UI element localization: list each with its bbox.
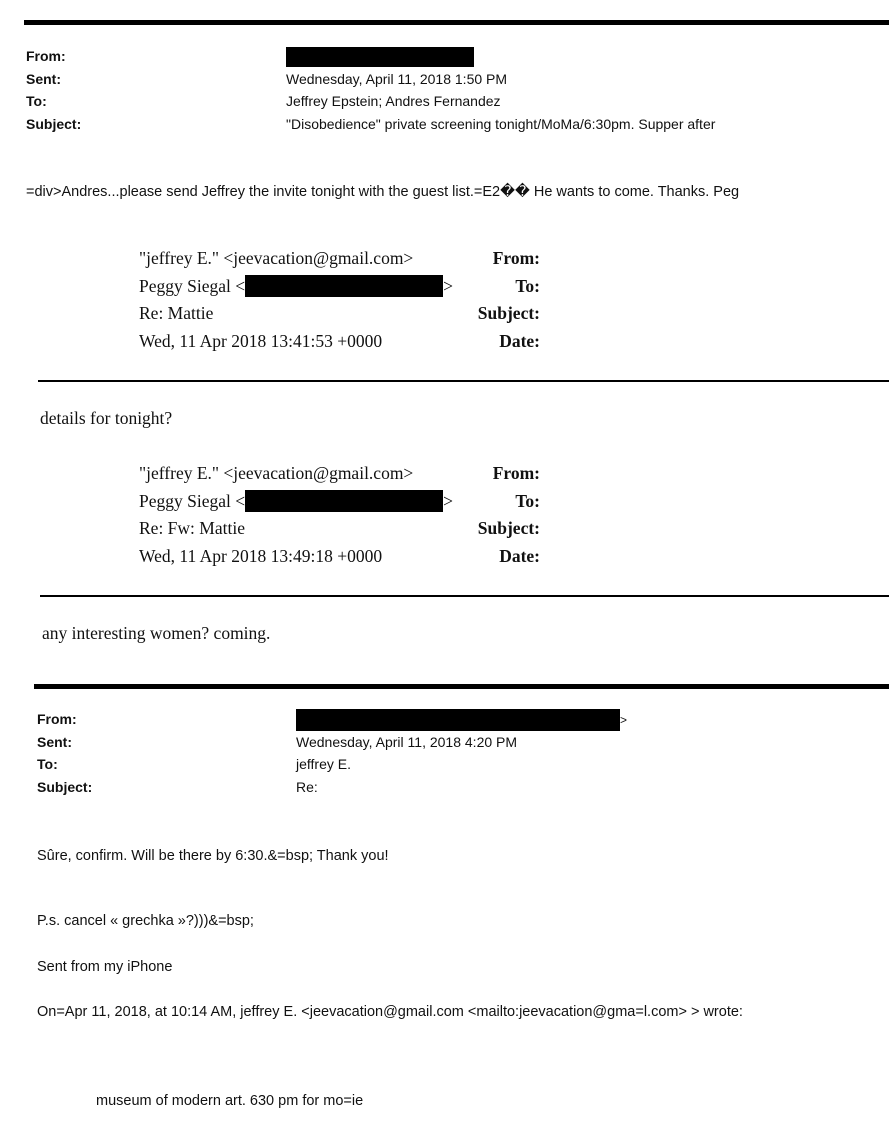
redaction <box>296 709 620 731</box>
email2-body-line: P.s. cancel « grechka »?)))&=bsp; <box>37 913 254 929</box>
to-label: To: <box>37 756 58 772</box>
subject-value: "Disobedience" private screening tonight/MoMa/6:30pm. Supper after <box>286 115 716 132</box>
subject-label: Subject: <box>477 518 540 538</box>
to-label: To: <box>515 275 540 296</box>
quote1-body: details for tonight? <box>40 408 173 428</box>
to-value <box>139 273 453 301</box>
email2-body-line: Sent from my iPhone <box>37 959 173 975</box>
quote2-body: any interesting women? coming. <box>42 623 271 643</box>
email1-to-row <box>26 90 886 113</box>
redaction <box>245 275 443 297</box>
to-suffix: > <box>443 490 453 511</box>
email1-from-row <box>26 45 886 68</box>
from-suffix: > <box>620 713 628 727</box>
date-label: Date: <box>499 330 540 351</box>
email2-subject-row <box>37 776 877 799</box>
email2-body-line: Sûre, confirm. Will be there by 6:30.&=bsp; Thank you! <box>37 848 389 864</box>
sent-label: Sent: <box>26 70 61 87</box>
top-rule <box>24 20 889 25</box>
email1-sent-row <box>26 68 886 91</box>
from-value: "jeffrey E." <jeevacation@gmail.com> <box>139 463 414 483</box>
from-label: From: <box>492 463 540 483</box>
sent-label: Sent: <box>37 733 72 750</box>
email1-subject-row <box>26 113 886 136</box>
to-suffix: > <box>443 275 453 296</box>
to-value: jeffrey E. <box>296 756 351 772</box>
email2-to-row <box>37 753 877 776</box>
subject-value: Re: <box>296 778 318 795</box>
from-label: From: <box>37 711 77 727</box>
to-value <box>139 488 453 516</box>
subject-label: Subject: <box>26 115 82 132</box>
email2-body-line: On=Apr 11, 2018, at 10:14 AM, jeffrey E. <jeevacation@gmail.com <mailto:jeevacation@gma=l.com> > wrote: <box>37 1004 743 1020</box>
email2-from-row <box>37 708 877 731</box>
subject-label: Subject: <box>37 778 93 795</box>
redaction <box>245 490 443 512</box>
from-label: From: <box>492 248 540 268</box>
section-rule <box>34 684 889 689</box>
from-value <box>296 708 627 732</box>
divider <box>38 380 889 382</box>
from-value: "jeffrey E." <jeevacation@gmail.com> <box>139 248 414 268</box>
redaction <box>286 45 474 68</box>
sent-value: Wednesday, April 11, 2018 4:20 PM <box>296 733 518 750</box>
email2-sent-row <box>37 731 877 754</box>
subject-value: Re: Fw: Mattie <box>139 518 245 538</box>
quote2-header <box>40 460 540 570</box>
subject-value: Re: Mattie <box>139 303 214 323</box>
from-label: From: <box>26 48 66 64</box>
divider <box>40 595 889 597</box>
to-prefix: Peggy Siegal < <box>139 490 246 511</box>
email2-body-line: museum of modern art. 630 pm for mo=ie <box>96 1093 364 1109</box>
to-value: Jeffrey Epstein; Andres Fernandez <box>286 93 501 109</box>
to-label: To: <box>26 93 47 109</box>
quote1-header <box>40 245 540 355</box>
sent-value: Wednesday, April 11, 2018 1:50 PM <box>286 70 508 87</box>
email1-body: =div>Andres...please send Jeffrey the invite tonight with the guest list.=E2�� He wants to come. Thanks. Peg <box>26 184 740 200</box>
to-prefix: Peggy Siegal < <box>139 275 246 296</box>
email1-header <box>26 45 886 135</box>
date-value: Wed, 11 Apr 2018 13:49:18 +0000 <box>139 545 383 566</box>
to-label: To: <box>515 490 540 511</box>
date-label: Date: <box>499 545 540 566</box>
subject-label: Subject: <box>477 303 540 323</box>
email2-header <box>37 708 877 798</box>
date-value: Wed, 11 Apr 2018 13:41:53 +0000 <box>139 330 383 351</box>
